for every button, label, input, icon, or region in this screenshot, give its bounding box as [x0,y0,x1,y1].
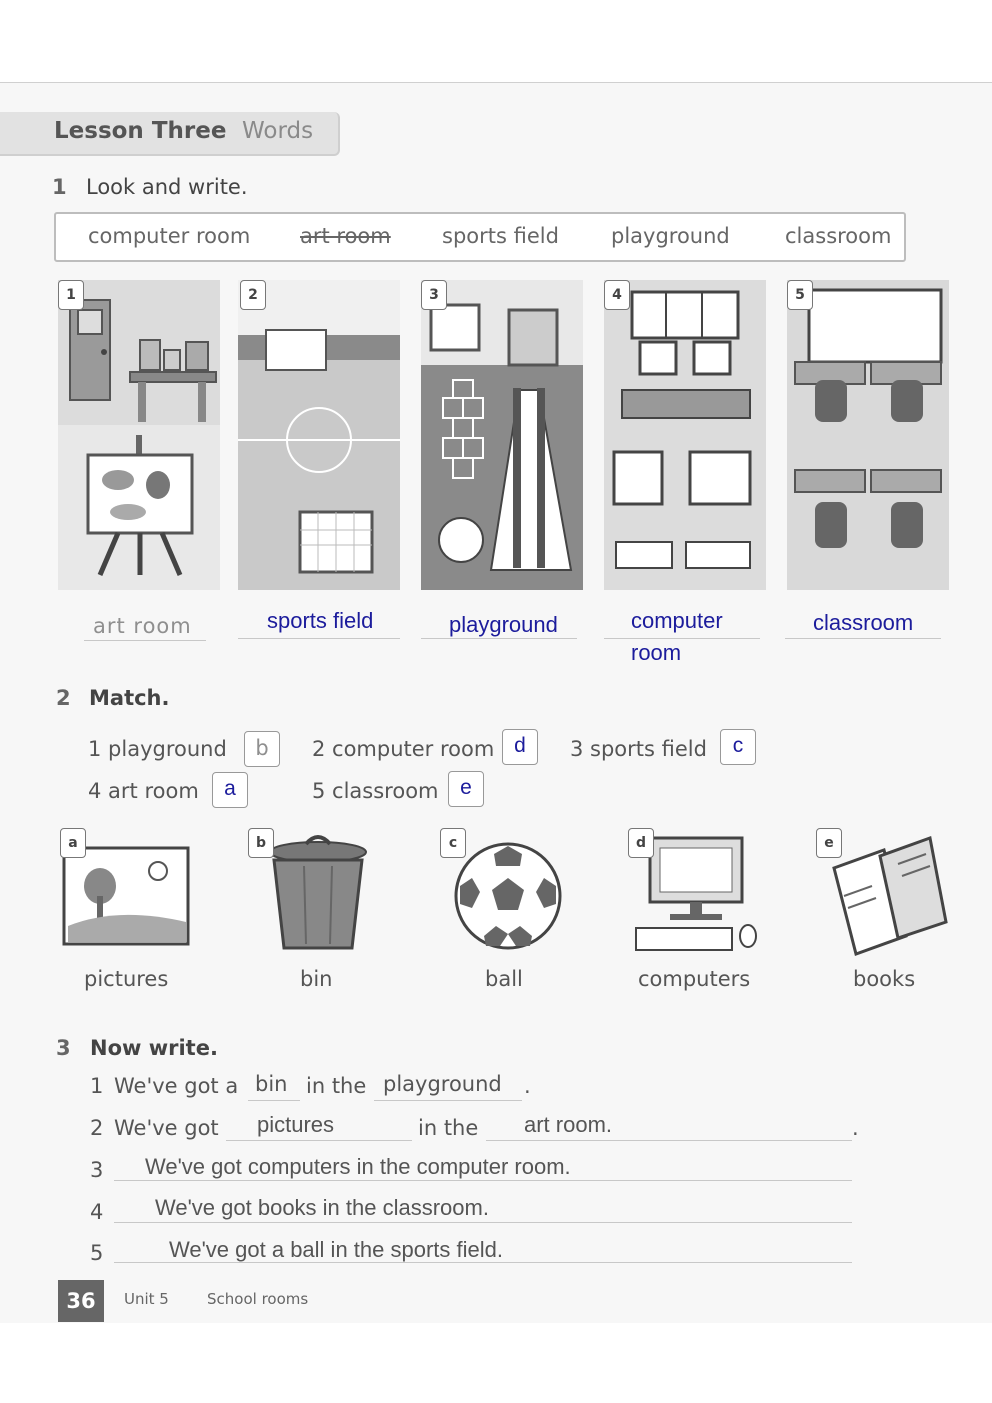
sentence-answer[interactable]: We've got a ball in the sports field. [169,1237,503,1262]
footer-topic: School rooms [207,1290,309,1308]
sentence-answer[interactable]: We've got books in the classroom. [155,1195,489,1220]
answer-line [421,638,577,639]
answer-line [248,1100,300,1101]
lesson-subtitle: Words [242,118,314,144]
match-item: 4 art room [88,779,199,803]
object-label: books [853,967,916,991]
sentence-number: 5 [90,1241,104,1265]
playground-picture [421,280,583,590]
object-label: pictures [84,967,169,991]
object-label: ball [485,967,523,991]
sentence-number: 3 [90,1158,104,1182]
sentence-end: . [524,1074,531,1098]
answer-computer-room-line1: computer [631,608,723,633]
word-bank-item: computer room [88,224,251,248]
object-letter: c [440,828,466,858]
object-letter: d [628,828,654,858]
art-room-picture [58,280,220,590]
lesson-title: Lesson Three [54,118,227,144]
sentence-number: 4 [90,1200,104,1224]
answer-line [785,638,941,639]
sentence-answer[interactable]: playground [383,1072,502,1096]
match-item: 3 sports field [570,737,707,761]
sentence-answer[interactable]: We've got computers in the computer room. [145,1154,571,1179]
sentence-end: . [852,1116,859,1140]
answer-line [604,638,760,639]
object-label: computers [638,967,751,991]
sentence-text: We've got a [114,1074,239,1098]
page-number: 36 [58,1280,104,1322]
answer-classroom: classroom [813,610,914,635]
picture-number: 3 [421,280,447,310]
answer-line [238,638,400,639]
answer-playground: playground [449,612,558,637]
answer-line [114,1180,852,1181]
sentence-number: 1 [90,1074,104,1098]
picture-number: 5 [787,280,813,310]
section2-number: 2 [56,686,71,710]
sentence-answer[interactable]: pictures [257,1112,335,1137]
section3-number: 3 [56,1036,71,1060]
word-bank-item: art room [300,224,391,248]
sports-field-picture [238,280,400,590]
answer-line [84,640,206,641]
section1-title: Look and write. [86,175,248,199]
answer-line [374,1100,522,1101]
picture-number: 1 [58,280,84,310]
match-answer-box[interactable]: c [720,729,756,765]
match-answer-box[interactable]: a [212,772,248,808]
object-letter: a [60,828,86,858]
section1-number: 1 [52,175,67,199]
answer-line [114,1222,852,1223]
match-item: 2 computer room [312,737,495,761]
word-bank-item: sports field [442,224,559,248]
footer-unit: Unit 5 [124,1290,169,1308]
section3-title: Now write. [90,1036,218,1060]
word-bank-item: classroom [785,224,892,248]
object-letter: b [248,828,274,858]
match-answer-box[interactable]: d [502,729,538,765]
picture-number: 2 [240,280,266,310]
sentence-answer[interactable]: bin [255,1072,288,1096]
computer-room-picture [604,280,766,590]
classroom-picture [787,280,949,590]
match-item: 1 playground [88,737,227,761]
picture-number: 4 [604,280,630,310]
match-item: 5 classroom [312,779,439,803]
sentence-answer[interactable]: art room. [524,1112,613,1137]
match-answer-box[interactable]: b [244,731,280,767]
sentence-text: We've got [114,1116,219,1140]
sentence-number: 2 [90,1116,104,1140]
answer-sports-field: sports field [267,608,374,633]
sentence-text: in the [418,1116,479,1140]
answer-line [486,1140,852,1141]
sentence-text: in the [306,1074,367,1098]
answer-art-room: art room [93,614,192,638]
word-bank-item: playground [611,224,730,248]
object-letter: e [816,828,842,858]
section2-title: Match. [89,686,170,710]
object-label: bin [300,967,333,991]
answer-line [226,1140,412,1141]
match-answer-box[interactable]: e [448,771,484,807]
answer-computer-room-line2: room [631,640,682,665]
